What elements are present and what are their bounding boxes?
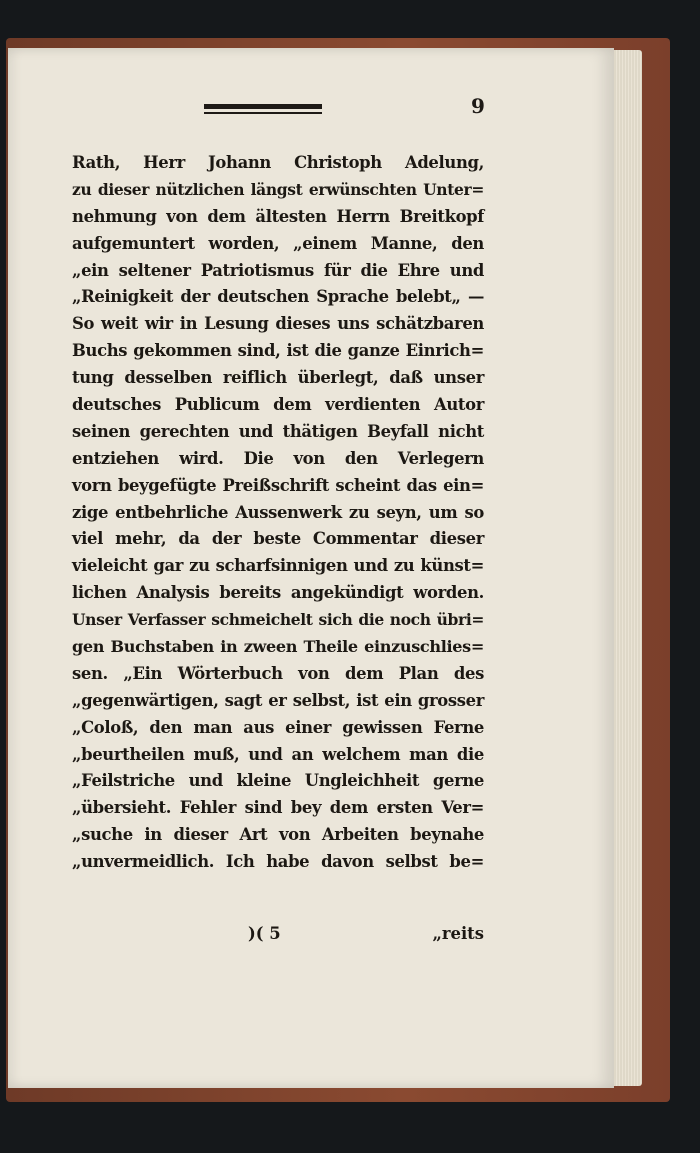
text-line: „Coloß, den man aus einer gewissen Ferne	[72, 717, 484, 737]
text-line: deutsches Publicum dem verdienten Autor	[72, 395, 484, 415]
text-line: lichen Analysis bereits angekündigt worden.	[72, 583, 484, 603]
text-line: nehmung von dem ältesten Herrn Breitkopf	[72, 206, 484, 226]
body-text	[72, 150, 484, 876]
text-line: sen. „Ein Wörterbuch von dem Plan des	[72, 663, 484, 683]
text-line: viel mehr, da der beste Commentar dieser	[72, 529, 484, 549]
text-line: „beurtheilen muß, und an welchem man die	[72, 744, 484, 764]
text-line: „unvermeidlich. Ich habe davon selbst be=	[72, 852, 484, 872]
text-line: Rath, Herr Johann Christoph Adelung,	[72, 153, 484, 172]
text-line: „gegenwärtigen, sagt er selbst, ist ein grosser	[72, 690, 484, 710]
text-line: „suche in dieser Art von Arbeiten beynahe	[72, 825, 484, 845]
page-number: 9	[471, 94, 485, 118]
catchword: „reits	[432, 924, 484, 943]
header-rule	[204, 104, 322, 114]
text-line: gen Buchstaben in zween Theile einzuschlies=	[72, 637, 484, 657]
page-footer	[72, 924, 484, 950]
text-line: „übersieht. Fehler sind bey dem ersten Ver=	[72, 798, 484, 818]
text-line: Unser Verfasser schmeichelt sich die noch übri=	[72, 610, 484, 630]
text-line: zige entbehrliche Aussenwerk zu seyn, um so	[72, 502, 484, 522]
text-line: zu dieser nützlichen längst erwünschten Unter=	[72, 179, 484, 199]
text-line: vorn beygefügte Preißschrift scheint das ein=	[72, 475, 484, 495]
text-line: „Reinigkeit der deutschen Sprache belebt„ —	[72, 287, 484, 307]
text-line: aufgemuntert worden, „einem Manne, den	[72, 233, 484, 253]
text-line: vieleicht gar zu scharfsinnigen und zu künst=	[72, 556, 484, 576]
text-line: „ein seltener Patriotismus für die Ehre und	[72, 260, 484, 280]
text-line: Buchs gekommen sind, ist die ganze Einrich=	[72, 341, 484, 361]
text-line: seinen gerechten und thätigen Beyfall nicht	[72, 421, 484, 441]
text-line: tung desselben reiflich überlegt, daß unser	[72, 368, 484, 388]
text-line: „Feilstriche und kleine Ungleichheit gerne	[72, 771, 484, 791]
signature-mark: )( 5	[248, 924, 281, 943]
text-line: So weit wir in Lesung dieses uns schätzbaren	[72, 314, 484, 334]
text-line: entziehen wird. Die von den Verlegern	[72, 448, 484, 468]
